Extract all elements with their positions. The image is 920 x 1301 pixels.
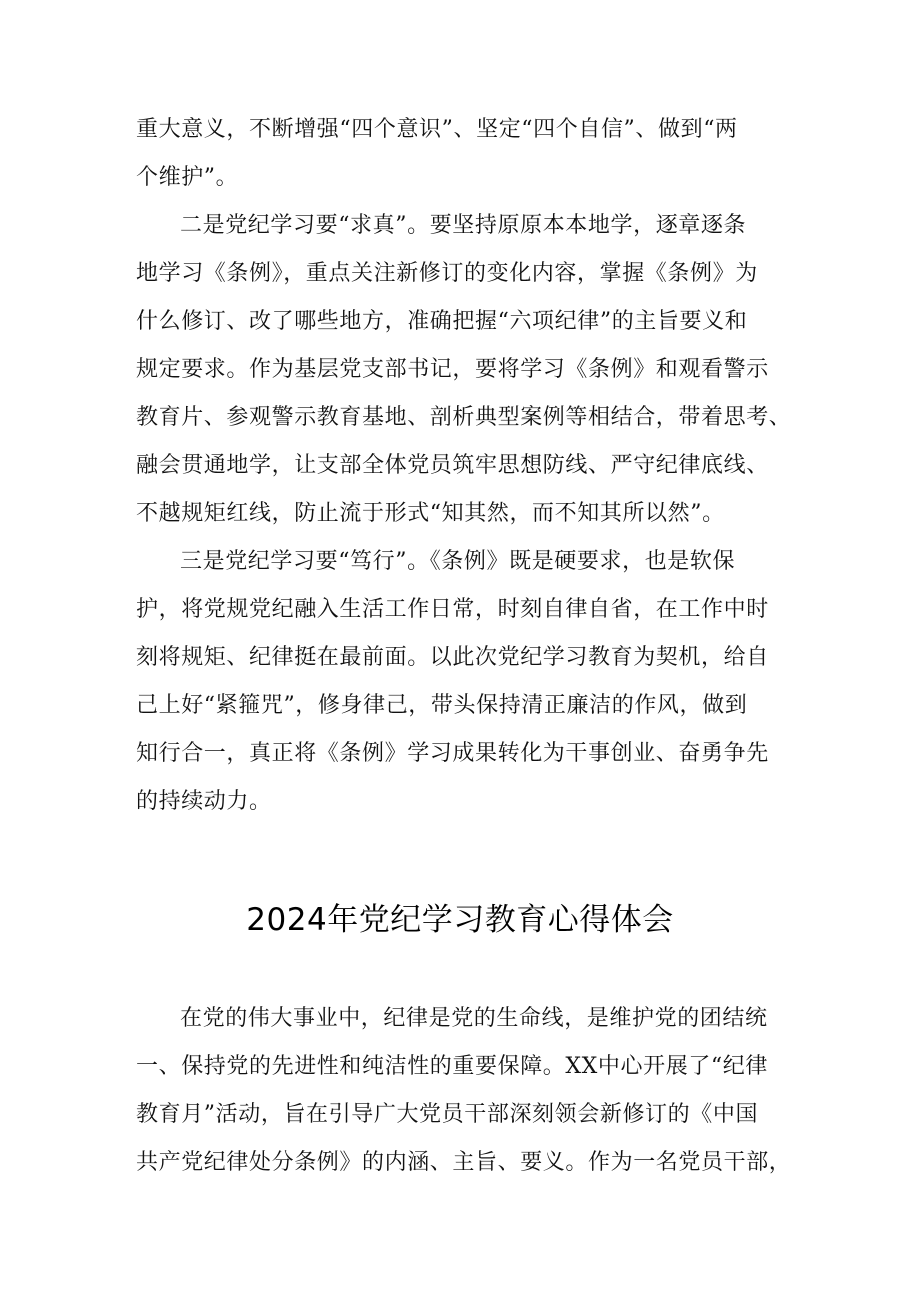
text-line: 不越规矩红线，防止流于形式“知其然，而不知其所以然”。 <box>136 501 725 526</box>
text-line: 规定要求。作为基层党支部书记，要将学习《条例》和观看警示 <box>136 357 769 382</box>
text-line: 重大意义，不断增强“四个意识”、坚定“四个自信”、做到“两 <box>136 117 738 142</box>
text-line: 共产党纪律处分条例》的内涵、主旨、要义。作为一名党员干部， <box>136 1150 792 1175</box>
text-line: 护，将党规党纪融入生活工作日常，时刻自律自省，在工作中时 <box>136 597 769 622</box>
text-line: 的持续动力。 <box>136 789 272 814</box>
text-line: 知行合一，真正将《条例》学习成果转化为干事创业、奋勇争先 <box>136 741 769 766</box>
text-line: 己上好“紧箍咒”，修身律己，带头保持清正廉洁的作风，做到 <box>136 693 748 718</box>
text-line: 二是党纪学习要“求真”。要坚持原原本本地学，逐章逐条 <box>180 213 747 238</box>
text-line: 一、保持党的先进性和纯洁性的重要保障。XX中心开展了“纪律 <box>136 1054 768 1079</box>
text-line: 个维护”。 <box>136 165 239 190</box>
text-line: 在党的伟大事业中，纪律是党的生命线，是维护党的团结统 <box>180 1006 768 1031</box>
text-line: 教育月”活动，旨在引导广大党员干部深刻领会新修订的《中国 <box>136 1102 759 1127</box>
text-line: 融会贯通地学，让支部全体党员筑牢思想防线、严守纪律底线、 <box>136 453 769 478</box>
text-line: 什么修订、改了哪些地方，准确把握“六项纪律”的主旨要义和 <box>136 309 748 334</box>
text-line: 刻将规矩、纪律挺在最前面。以此次党纪学习教育为契机，给自 <box>136 645 769 670</box>
text-line: 三是党纪学习要“笃行”。《条例》既是硬要求，也是软保 <box>180 549 736 574</box>
text-line: 教育片、参观警示教育基地、剖析典型案例等相结合，带着思考、 <box>136 405 792 430</box>
text-line: 地学习《条例》，重点关注新修订的变化内容，掌握《条例》为 <box>136 261 758 286</box>
document-title: 2024年党纪学习教育心得体会 <box>246 902 674 938</box>
